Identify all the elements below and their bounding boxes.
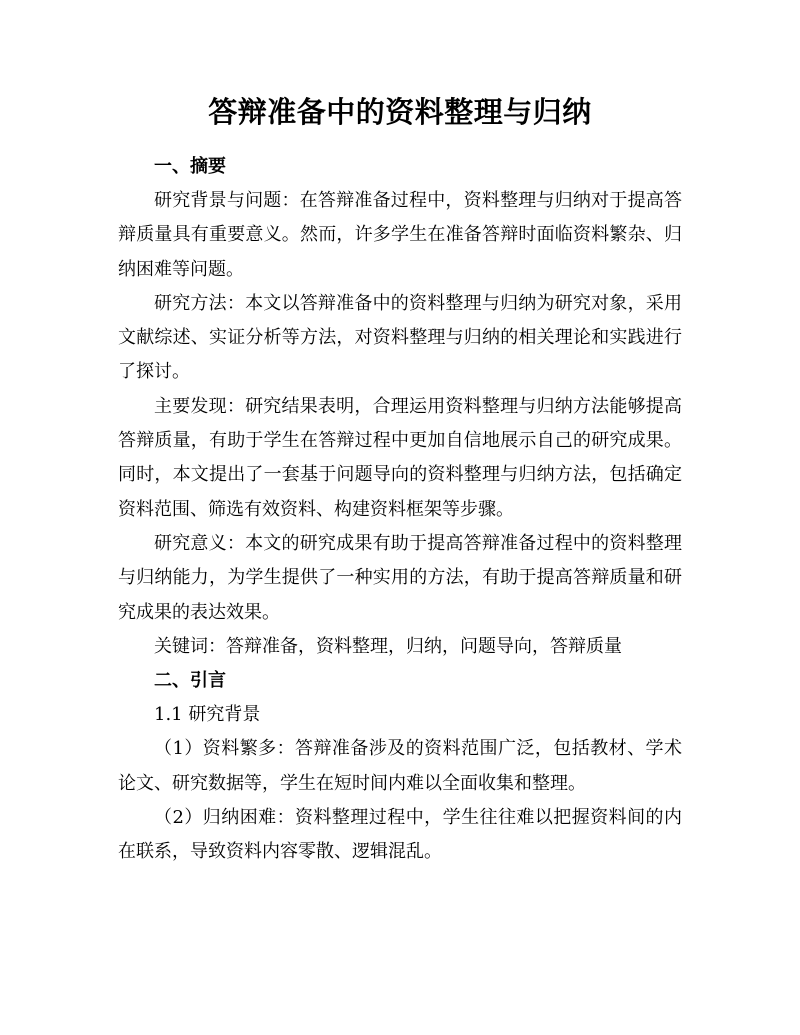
background-item-2: （2）归纳困难：资料整理过程中，学生往往难以把握资料间的内在联系，导致资料内容零散、逻辑混乱。 <box>118 807 682 863</box>
abstract-significance-paragraph: 研究意义：本文的研究成果有助于提高答辩准备过程中的资料整理与归纳能力，为学生提供了一种实用的方法，有助于提高答辩质量和研究成果的表达效果。 <box>118 532 682 623</box>
subsection-heading-background: 1.1 研究背景 <box>154 704 261 726</box>
section-heading-abstract: 一、摘要 <box>154 156 226 177</box>
document-title: 答辩准备中的资料整理与归纳 <box>208 95 592 129</box>
keywords-paragraph: 关键词：答辩准备，资料整理，归纳，问题导向，答辩质量 <box>154 635 622 657</box>
abstract-findings-paragraph: 主要发现：研究结果表明，合理运用资料整理与归纳方法能够提高答辩质量，有助于学生在答辩过程中更加自信地展示自己的研究成果。同时，本文提出了一套基于问题导向的资料整理与归纳方法，包括确定资料范围、筛选有效资料、构建资料框架等步骤。 <box>118 395 682 520</box>
section-heading-introduction: 二、引言 <box>154 670 226 692</box>
background-item-1: （1）资料繁多：答辩准备涉及的资料范围广泛，包括教材、学术论文、研究数据等，学生在短时间内难以全面收集和整理。 <box>118 738 682 794</box>
abstract-background-paragraph: 研究背景与问题：在答辩准备过程中，资料整理与归纳对于提高答辩质量具有重要意义。然而，许多学生在准备答辩时面临资料繁杂、归纳困难等问题。 <box>118 190 682 280</box>
abstract-method-paragraph: 研究方法：本文以答辩准备中的资料整理与归纳为研究对象，采用文献综述、实证分析等方法，对资料整理与归纳的相关理论和实践进行了探讨。 <box>118 292 682 383</box>
